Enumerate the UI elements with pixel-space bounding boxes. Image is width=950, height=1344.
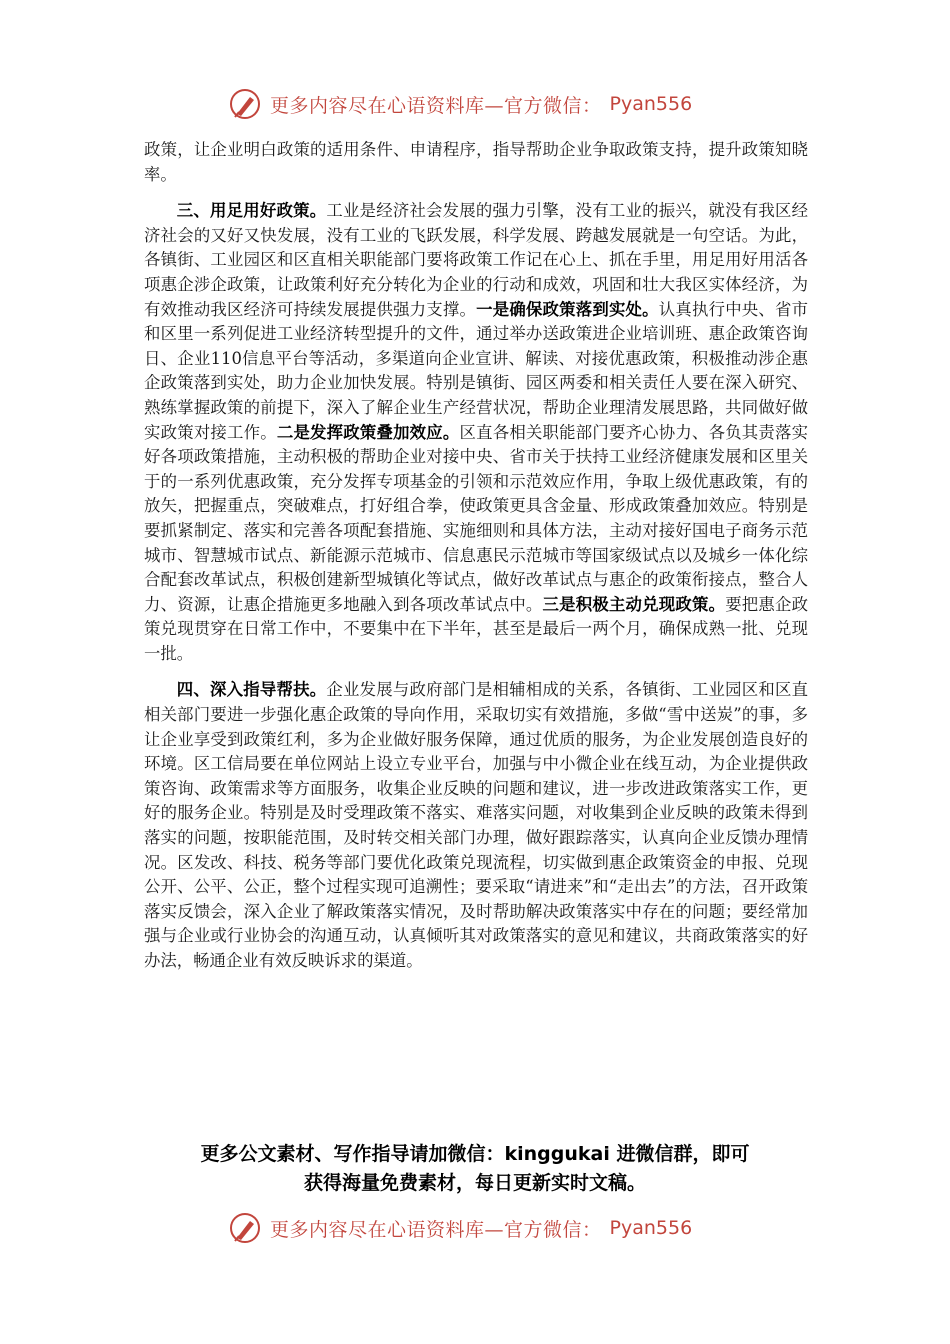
footer-watermark-banner [228, 1208, 692, 1248]
bold-point-2: 二是发挥政策叠加效应。 [276, 422, 460, 442]
section-heading: 四、深入指导帮扶。 [176, 680, 327, 700]
document-body [144, 138, 808, 974]
paragraph-continuation: 政策，让企业明白政策的适用条件、申请程序，指导帮助企业争取政策支持，提升政策知晓率。 [144, 140, 808, 184]
bold-point-3: 三是积极主动兑现政策。 [542, 594, 726, 614]
promo-line-1: 更多公文素材、写作指导请加微信：kinggukai 进微信群，即可 [200, 1143, 750, 1165]
header-watermark-banner [228, 84, 692, 124]
banner-wechat-id: Pyan556 [609, 1217, 693, 1239]
promo-line-2: 获得海量免费素材，每日更新实时文稿。 [303, 1172, 646, 1194]
pen-nib-logo-icon [228, 1211, 262, 1245]
promo-notice [130, 1140, 820, 1198]
banner-text: 更多内容尽在心语资料库—官方微信： [270, 1218, 602, 1241]
banner-wechat-id: Pyan556 [609, 93, 693, 115]
paragraph-guidance: 四、深入指导帮扶。企业发展与政府部门是相辅相成的关系，各镇街、工业园区和区直相关部门要进一步强化惠企政策的导向作用，采取切实有效措施，多做“雪中送炭”的事，多让企业享受到政策红利，多为企业做好服务保障，通过优质的服务，为企业发展创造良好的环境。区工信局要在单位网站上设立专业平台，加强与中小微企业在线互动，为企业提供政策咨询、政策需求等方面服务，收集企业反映的问题和建议，进一步改进政策落实工作，更好的服务企业。特别是及时受理政策不落实、难落实问题，对收集到企业反映的政策未得到落实的问题，按职能范围，及时转交相关部门办理，做好跟踪落实，认真向企业反馈办理情况。区发改、科技、税务等部门要优化政策兑现流程，切实做到惠企政策资金的申报、兑现公开、公平、公正，整个过程实现可追溯性；要采取“请进来”和“走出去”的方法，召开政策落实反馈会，深入企业了解政策落实情况，及时帮助解决政策落实中存在的问题；要经常加强与企业或行业协会的沟通互动，认真倾听其对政策落实的意见和建议，共商政策落实的好办法，畅通企业有效反映诉求的渠道。 [144, 680, 809, 970]
pen-nib-logo-icon [228, 87, 262, 121]
section-heading: 三、用足用好政策。 [176, 201, 327, 221]
paragraph-use-policies: 三、用足用好政策。工业是经济社会发展的强力引擎，没有工业的振兴，就没有我区经济社会的又好又快发展，没有工业的飞跃发展，科学发展、跨越发展就是一句空话。为此，各镇街、工业园区和区直相关职能部门要将政策工作记在心上、抓在手里，用足用好用活各项惠企涉企政策，让政策利好充分转化为企业的行动和成效，巩固和壮大我区实体经济，为有效推动我区经济可持续发展提供强力支撑。一是确保政策落到实处。认真执行中央、省市和区里一系列促进工业经济转型提升的文件，通过举办送政策进企业培训班、惠企政策咨询日、企业110信息平台等活动，多渠道向企业宣讲、解读、对接优惠政策，积极推动涉企惠企政策落到实处，助力企业加快发展。特别是镇街、园区两委和相关责任人要在深入研究、熟练掌握政策的前提下，深入了解企业生产经营状况，帮助企业理清发展思路，共同做好做实政策对接工作。二是发挥政策叠加效应。区直各相关职能部门要齐心协力、各负其责落实好各项政策措施，主动积极的帮助企业对接中央、省市关于扶持工业经济健康发展和区里关于的一系列优惠政策，充分发挥专项基金的引领和示范效应作用，争取上级优惠政策，有的放矢，把握重点，突破难点，打好组合拳，使政策更具含金量、形成政策叠加效应。特别是要抓紧制定、落实和完善各项配套措施、实施细则和具体方法，主动对接好国电子商务示范城市、智慧城市试点、新能源示范城市、信息惠民示范城市等国家级试点以及城乡一体化综合配套改革试点，积极创建新型城镇化等试点，做好改革试点与惠企的政策衔接点，整合人力、资源，让惠企措施更多地融入到各项改革试点中。三是积极主动兑现政策。要把惠企政策兑现贯穿在日常工作中，不要集中在下半年，甚至是最后一两个月，确保成熟一批、兑现一批。 [144, 201, 809, 663]
banner-text: 更多内容尽在心语资料库—官方微信： [270, 94, 602, 117]
bold-point-1: 一是确保政策落到实处。 [476, 299, 659, 319]
